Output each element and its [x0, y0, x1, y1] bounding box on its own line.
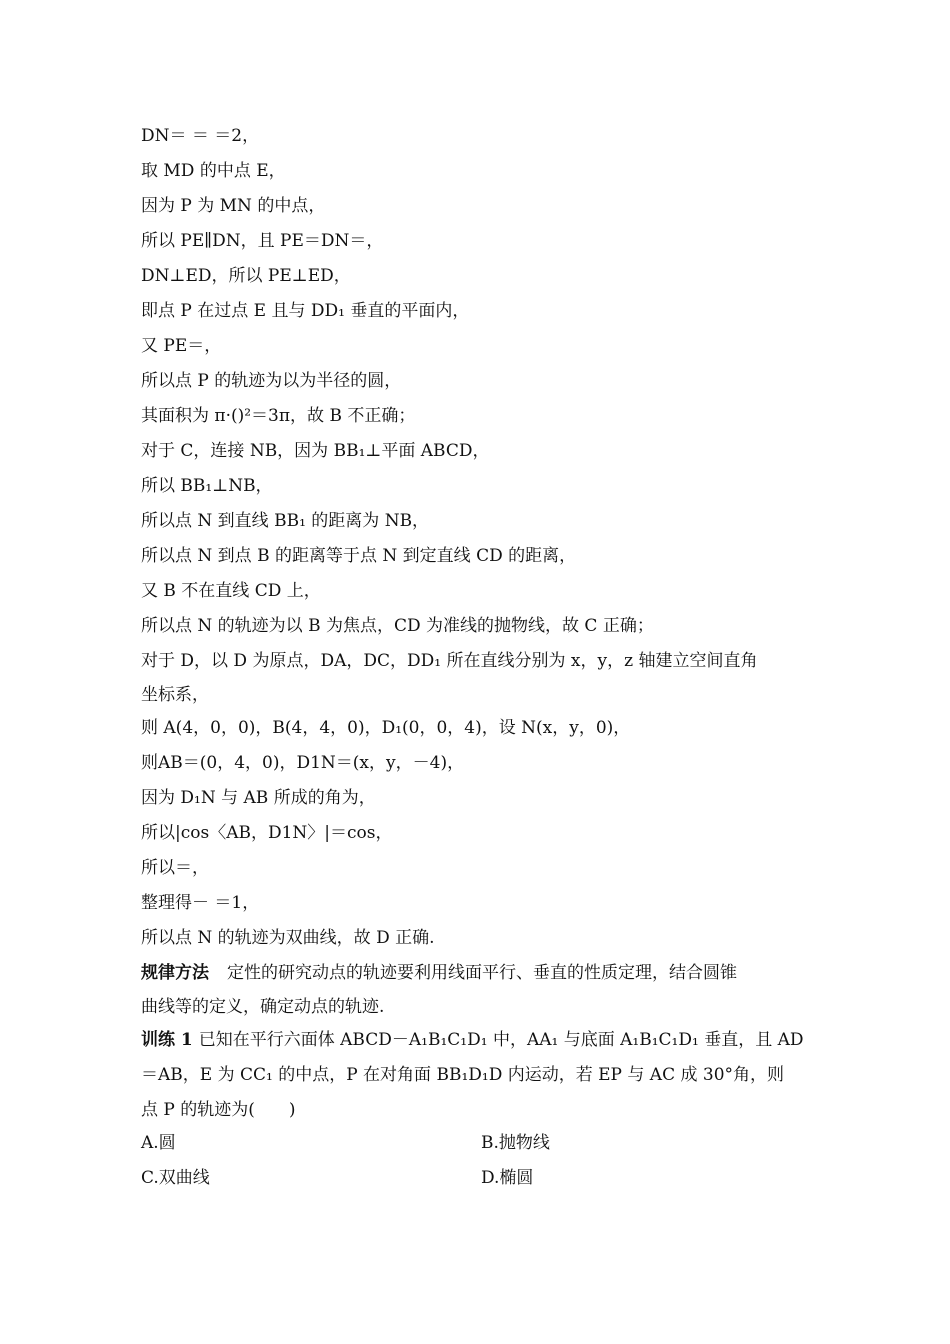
- text-line: 则AB＝(0，4，0)，D1N＝(x，y，－4)，: [141, 753, 465, 773]
- exercise-text-continued: ＝AB，E 为 CC₁ 的中点，P 在对角面 BB₁D₁D 内运动，若 EP 与 AC 成 30°角，则: [141, 1065, 785, 1085]
- option-a: A.圆: [141, 1133, 176, 1153]
- text-line: 所以点 P 的轨迹为以为半径的圆，: [141, 371, 402, 391]
- text-line: 因为 D₁N 与 AB 所成的角为，: [141, 788, 376, 808]
- text-line: DN⊥ED，所以 PE⊥ED，: [141, 266, 351, 286]
- text-line: 即点 P 在过点 E 且与 DD₁ 垂直的平面内，: [141, 301, 470, 321]
- text-line: 所以＝，: [141, 858, 209, 878]
- option-c: C.双曲线: [141, 1168, 210, 1188]
- text-line: 因为 P 为 MN 的中点，: [141, 196, 326, 216]
- exercise-label: 训练 1: [141, 1030, 193, 1050]
- text-line: 对于 D，以 D 为原点，DA，DC，DD₁ 所在直线分别为 x，y，z 轴建立空间直角: [141, 651, 758, 671]
- method-text: 定性的研究动点的轨迹要利用线面平行、垂直的性质定理，结合圆锥: [227, 963, 737, 983]
- text-line: 所以点 N 到点 B 的距离等于点 N 到定直线 CD 的距离，: [141, 546, 577, 566]
- text-line: 所以 BB₁⊥NB，: [141, 476, 273, 496]
- text-line: 对于 C，连接 NB，因为 BB₁⊥平面 ABCD，: [141, 441, 490, 461]
- option-d: D.椭圆: [481, 1168, 534, 1188]
- text-line: 又 B 不在直线 CD 上，: [141, 581, 321, 601]
- text-line: DN＝ ＝ ＝2，: [141, 126, 260, 146]
- text-line: 其面积为 π·()²＝3π，故 B 不正确；: [141, 406, 416, 426]
- text-line: 所以点 N 的轨迹为双曲线，故 D 正确.: [141, 928, 435, 948]
- text-line: 则 A(4，0，0)，B(4，4，0)，D₁(0，0，4)，设 N(x，y，0)，: [141, 718, 631, 738]
- method-text-continued: 曲线等的定义，确定动点的轨迹.: [141, 997, 385, 1017]
- exercise-line: [141, 1028, 821, 1052]
- exercise-text: 已知在平行六面体 ABCD－A₁B₁C₁D₁ 中，AA₁ 与底面 A₁B₁C₁D₁ 垂直，且 AD: [198, 1030, 804, 1050]
- text-line: 整理得－ ＝1，: [141, 893, 260, 913]
- text-line: 所以 PE∥DN，且 PE＝DN＝，: [141, 231, 384, 251]
- text-line: 坐标系，: [141, 685, 209, 705]
- method-paragraph-line: [141, 961, 821, 985]
- text-line: 所以点 N 到直线 BB₁ 的距离为 NB，: [141, 511, 430, 531]
- exercise-text-continued: 点 P 的轨迹为( ): [141, 1100, 296, 1120]
- text-line: 所以点 N 的轨迹为以 B 为焦点，CD 为准线的抛物线，故 C 正确；: [141, 616, 654, 636]
- method-label: 规律方法: [141, 963, 209, 983]
- text-line: 取 MD 的中点 E，: [141, 161, 286, 181]
- text-line: 又 PE＝，: [141, 336, 222, 356]
- option-b: B.抛物线: [481, 1133, 550, 1153]
- text-line: 所以|cos〈AB，D1N〉|＝cos，: [141, 823, 393, 843]
